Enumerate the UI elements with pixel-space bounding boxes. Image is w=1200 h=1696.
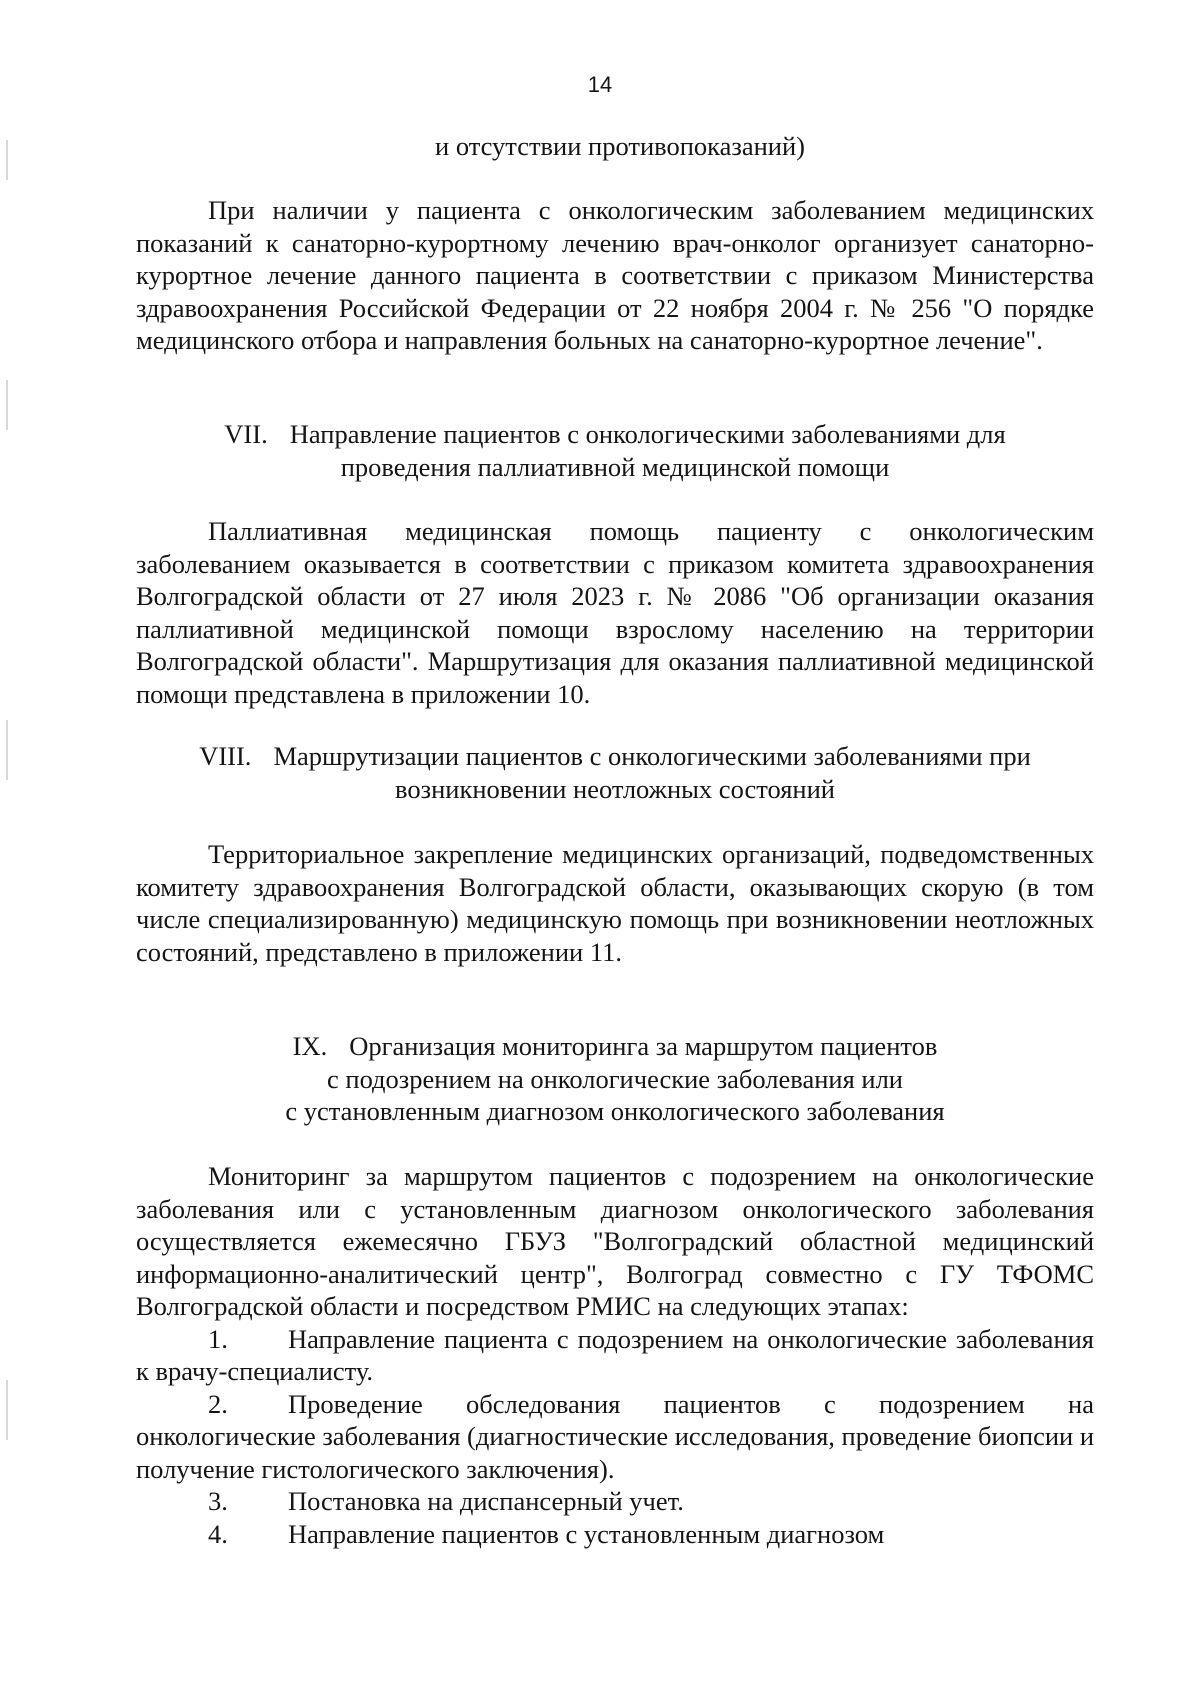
list-item <box>136 1518 1094 1551</box>
section-title-line: Организация мониторинга за маршрутом пациентов <box>349 1031 938 1061</box>
section-title-line: проведения паллиативной медицинской помощи <box>340 451 890 482</box>
section-number: VIII. <box>199 741 252 771</box>
section-title-line: возникновении неотложных состояний <box>395 773 835 804</box>
scan-artifact <box>6 1380 8 1440</box>
paragraph-text: При наличии у пациента с онкологическим заболеванием медицинских показаний к санаторно-курортному лечению врач-онколог организует санаторно-курортное лечение данного пациента в соответствии с приказом Министерства здравоохранения Российской Федерации от 22 ноября 2004 г. № 256 "О порядке медицинского отбора и направления больных на санаторно-курортное лечение". <box>136 195 1094 355</box>
paragraph-emergency <box>136 838 1094 968</box>
list-item-number: 1. <box>208 1323 228 1354</box>
section-heading-vii <box>136 418 1094 483</box>
list-item-text: Направление пациента с подозрением на онкологические заболевания к врачу-специалисту. <box>136 1323 1094 1386</box>
paragraph-palliative <box>136 515 1094 710</box>
section-number: IX. <box>292 1031 328 1061</box>
paragraph-text: Мониторинг за маршрутом пациентов с подозрением на онкологические заболевания или с установленным диагнозом онкологического заболевания осуществляется ежемесячно ГБУЗ "Волгоградский областной медицинский информационно-аналитический центр", Волгоград совместно с ГУ ТФОМС Волгоградской области и посредством РМИС на следующих этапах: <box>136 1161 1094 1321</box>
section-heading-ix <box>136 1030 1094 1128</box>
list-item-text: Проведение обследования пациентов с подозрением на онкологические заболевания (диагностические исследования, проведение биопсии и получение гистологического заключения). <box>136 1388 1095 1484</box>
list-item-text: Направление пациентов с установленным диагнозом <box>288 1518 885 1549</box>
list-item-number: 4. <box>208 1518 228 1549</box>
list-item <box>136 1388 1094 1486</box>
scan-artifact <box>6 380 8 430</box>
list-item-number: 3. <box>208 1486 228 1516</box>
list-item-number: 2. <box>208 1388 228 1419</box>
section-title-line: Маршрутизации пациентов с онкологическими заболеваниями при <box>273 741 1031 771</box>
section-number: VII. <box>224 419 268 449</box>
list-item-text: Постановка на диспансерный учет. <box>288 1486 684 1516</box>
section-title-line: Направление пациентов с онкологическими заболеваниями для <box>289 419 1006 449</box>
scan-artifact <box>6 720 8 780</box>
continuation-line: и отсутствии противопоказаний) <box>435 131 805 161</box>
paragraph-monitoring <box>136 1160 1094 1550</box>
section-title-line: с подозрением на онкологические заболевания или <box>327 1063 903 1094</box>
page-number: 14 <box>587 72 613 97</box>
paragraph-sanatorium <box>136 194 1094 357</box>
paragraph-text: Территориальное закрепление медицинских организаций, подведомственных комитету здравоохранения Волгоградской области, оказывающих скорую (в том числе специализированную) медицинскую помощь при возникновении неотложных состояний, представлено в приложении 11. <box>136 839 1094 967</box>
section-title-line: с установленным диагнозом онкологического заболевания <box>285 1096 945 1126</box>
list-item <box>136 1323 1094 1388</box>
section-heading-viii <box>136 740 1094 805</box>
paragraph-text: Паллиативная медицинская помощь пациенту с онкологическим заболеванием оказывается в соответствии с приказом комитета здравоохранения Волгоградской области от 27 июля 2023 г. № 2086 "Об организации оказания паллиативной медицинской помощи взрослому населению на территории Волгоградской области". Маршрутизация для оказания паллиативной медицинской помощи представлена в приложении 10. <box>136 516 1094 709</box>
list-item <box>136 1485 1094 1518</box>
